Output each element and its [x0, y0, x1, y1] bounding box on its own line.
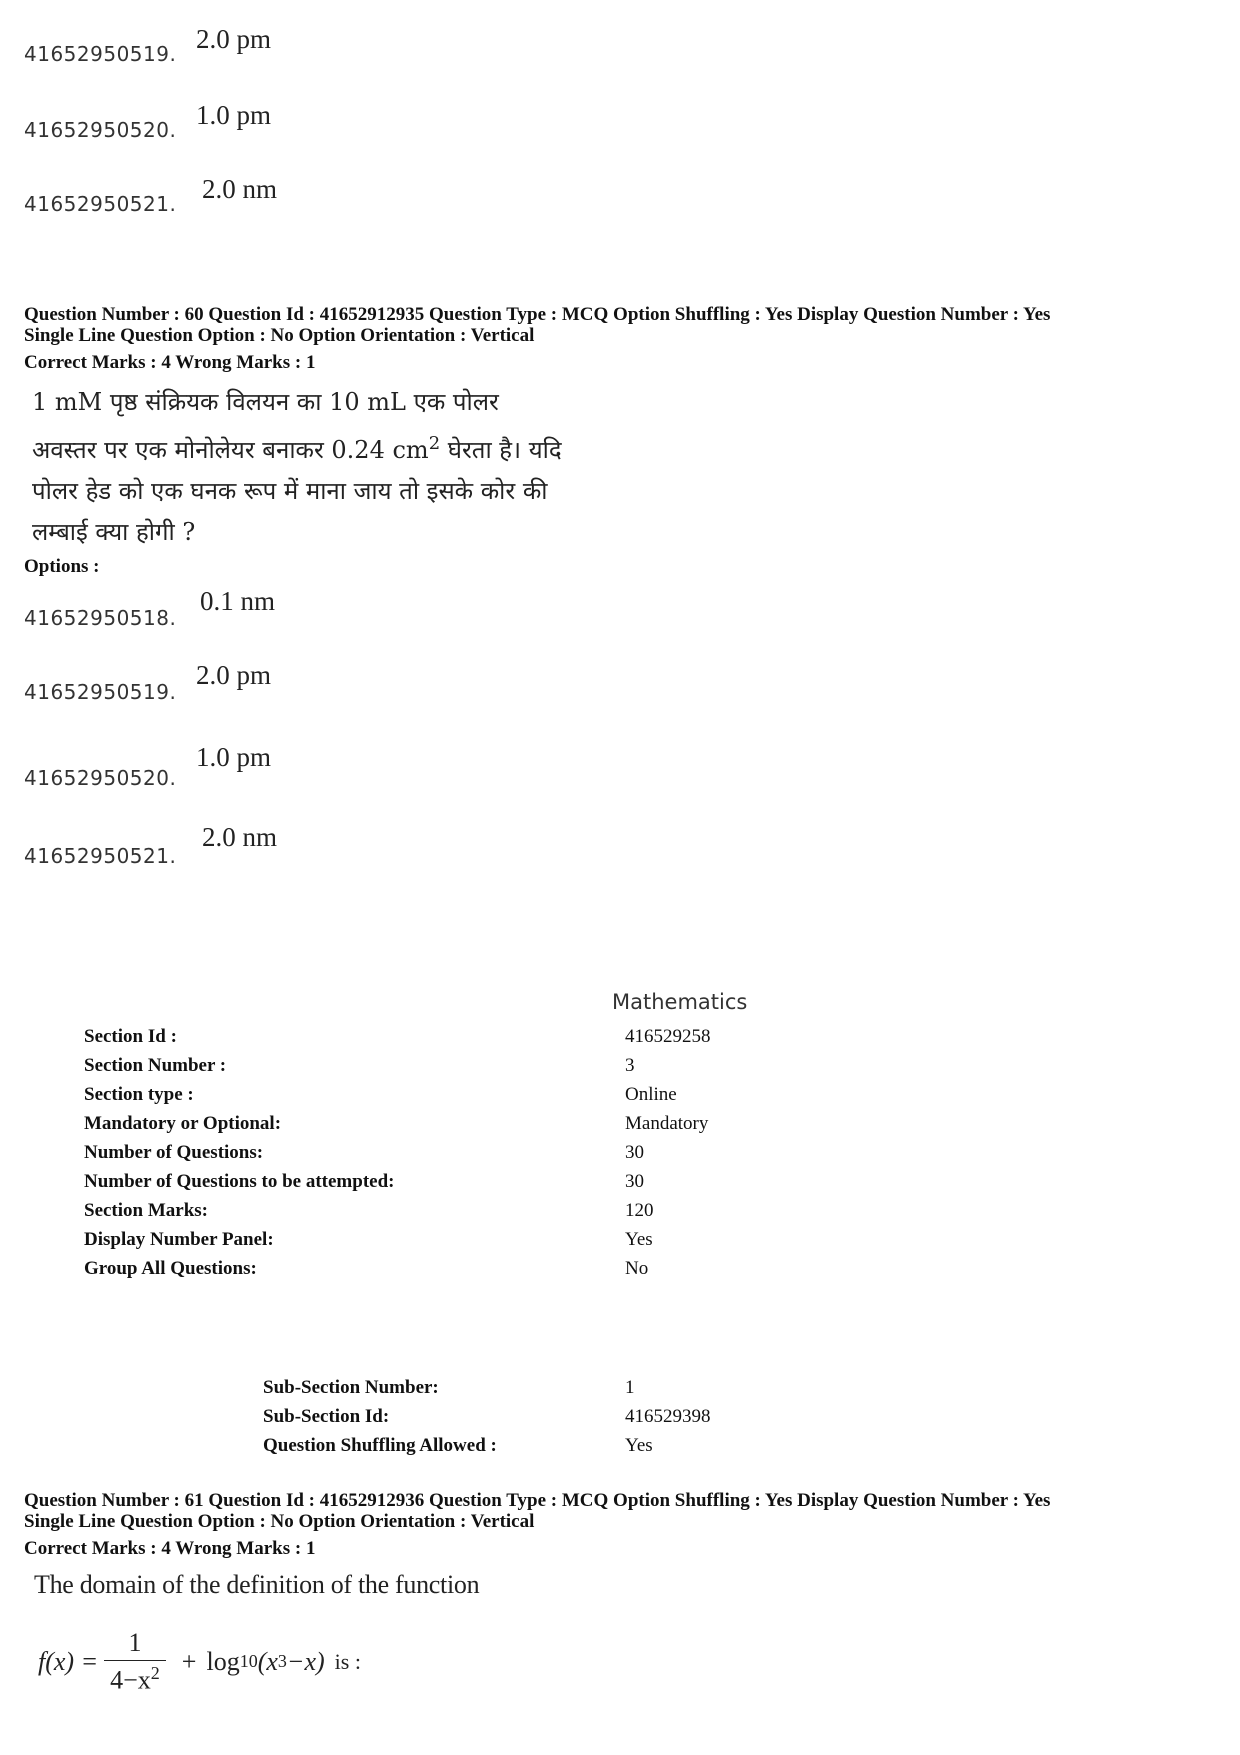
option-value: 0.1 nm — [200, 586, 276, 616]
section-label: Group All Questions: — [84, 1258, 257, 1279]
denominator-exponent: 2 — [150, 1663, 160, 1683]
option-id: 41652950520. — [24, 766, 177, 790]
option-id: 41652950518. — [24, 606, 177, 630]
options-label: Options : — [24, 556, 100, 577]
formula-log: log — [206, 1646, 240, 1676]
subsection-value: Yes — [625, 1435, 653, 1456]
section-label: Section Id : — [84, 1026, 177, 1047]
section-row — [84, 1113, 884, 1142]
formula-arg-open: (x — [257, 1646, 278, 1676]
section-value: Yes — [625, 1229, 653, 1250]
section-value: 120 — [625, 1200, 654, 1221]
option-id: 41652950519. — [24, 680, 177, 704]
section-label: Display Number Panel: — [84, 1229, 274, 1250]
subsection-info — [263, 1377, 863, 1464]
section-value: Mandatory — [625, 1113, 709, 1134]
formula-plus: + — [181, 1646, 197, 1676]
section-value: 3 — [625, 1055, 635, 1076]
section-row — [84, 1258, 884, 1287]
subsection-label: Sub-Section Id: — [263, 1406, 390, 1427]
option-value: 1.0 pm — [196, 100, 272, 130]
option-value: 1.0 pm — [196, 742, 272, 772]
option-id: 41652950520. — [24, 118, 177, 142]
section-value: 30 — [625, 1142, 644, 1163]
option-id: 41652950521. — [24, 192, 177, 216]
subsection-row — [263, 1377, 863, 1406]
question-meta-line2: Single Line Question Option : No Option Orientation : Vertical — [24, 325, 535, 346]
option-value: 2.0 nm — [202, 822, 278, 852]
section-row — [84, 1229, 884, 1258]
question-marks: Correct Marks : 4 Wrong Marks : 1 — [24, 1538, 316, 1559]
question-text: The domain of the definition of the function — [34, 1570, 480, 1599]
subsection-label: Sub-Section Number: — [263, 1377, 439, 1398]
question-meta-line1: Question Number : 61 Question Id : 41652912936 Question Type : MCQ Option Shuffling : Yes Display Question Number : Yes — [24, 1490, 1051, 1511]
subsection-value: 1 — [625, 1377, 635, 1398]
section-value: No — [625, 1258, 649, 1279]
question-meta-line1: Question Number : 60 Question Id : 41652912935 Question Type : MCQ Option Shuffling : Yes Display Question Number : Yes — [24, 304, 1051, 325]
subsection-value: 416529398 — [625, 1406, 711, 1427]
section-row — [84, 1055, 884, 1084]
question-text-sup: 2 — [428, 433, 441, 454]
denominator-base: 4−x — [110, 1665, 151, 1695]
section-value: Online — [625, 1084, 677, 1105]
section-label: Section type : — [84, 1084, 194, 1105]
section-row — [84, 1171, 884, 1200]
section-value: 416529258 — [625, 1026, 711, 1047]
option-value: 2.0 nm — [202, 174, 278, 204]
subsection-row — [263, 1406, 863, 1435]
section-label: Section Number : — [84, 1055, 227, 1076]
question-text-part2: घेरता है। यदि पोलर हेड को एक घनक रूप में माना जाय तो इसके कोर की लम्बाई क्या होगी ? — [32, 436, 562, 546]
option-value: 2.0 pm — [196, 660, 272, 690]
subsection-label: Question Shuffling Allowed : — [263, 1435, 497, 1456]
question-text — [32, 382, 562, 553]
section-table — [84, 1026, 884, 1287]
section-value: 30 — [625, 1171, 644, 1192]
formula-lhs: f(x) = — [38, 1646, 99, 1676]
formula-tail: is : — [334, 1648, 361, 1674]
section-row — [84, 1026, 884, 1055]
option-id: 41652950521. — [24, 844, 177, 868]
option-value: 2.0 pm — [196, 24, 272, 54]
section-row — [84, 1084, 884, 1113]
option-id: 41652950519. — [24, 42, 177, 66]
section-row — [84, 1200, 884, 1229]
question-meta-line2: Single Line Question Option : No Option Orientation : Vertical — [24, 1511, 535, 1532]
fraction-denominator — [104, 1660, 166, 1696]
formula-arg-close: −x) — [286, 1646, 325, 1676]
question-text-part1: 1 mM पृष्ठ संक्रियक विलयन का 10 mL एक पोलर अवस्तर पर एक मोनोलेयर बनाकर 0.24 cm — [32, 388, 499, 464]
function-formula — [38, 1628, 361, 1696]
section-label: Section Marks: — [84, 1200, 209, 1221]
subsection-row — [263, 1435, 863, 1464]
formula-log-base: 10 — [239, 1651, 258, 1672]
section-label: Number of Questions: — [84, 1142, 264, 1163]
formula-fraction — [104, 1628, 166, 1696]
section-label: Mandatory or Optional: — [84, 1113, 282, 1134]
question-marks: Correct Marks : 4 Wrong Marks : 1 — [24, 352, 316, 373]
section-title: Mathematics — [612, 990, 748, 1014]
formula-arg-exponent: 3 — [277, 1651, 287, 1672]
fraction-numerator: 1 — [128, 1628, 142, 1657]
section-row — [84, 1142, 884, 1171]
section-label: Number of Questions to be attempted: — [84, 1171, 395, 1192]
